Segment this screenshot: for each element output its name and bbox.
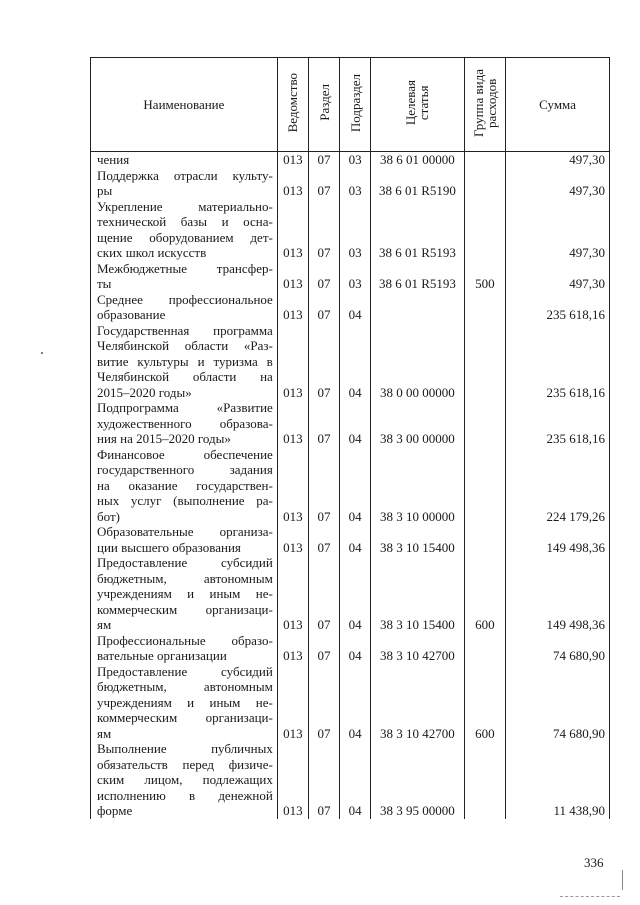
row-group [464, 323, 506, 401]
row-group [464, 400, 506, 447]
row-name-line: Подпрограмма «Развитие [97, 400, 273, 415]
table-row [91, 261, 610, 292]
row-razdel: 07 [308, 741, 339, 819]
row-vedomstvo: 013 [277, 400, 308, 447]
row-sum: 74 680,90 [506, 633, 610, 664]
row-podrazdel: 03 [340, 152, 371, 168]
row-razdel: 07 [308, 292, 339, 323]
row-razdel: 07 [308, 199, 339, 261]
row-group: 600 [464, 664, 506, 742]
row-name-line: Поддержка отрасли культу- [97, 167, 273, 183]
row-target: 38 3 10 15400 [371, 524, 464, 555]
table-row [91, 168, 610, 199]
header-razdel: Раздел [308, 58, 339, 152]
row-razdel: 07 [308, 664, 339, 742]
row-sum: 235 618,16 [506, 323, 610, 401]
row-name-line: ям [97, 725, 112, 741]
row-name-line: Челябинской области «Раз- [97, 338, 273, 353]
row-group [464, 633, 506, 664]
row-vedomstvo: 013 [277, 664, 308, 742]
row-target [371, 292, 464, 323]
row-razdel: 07 [308, 168, 339, 199]
row-target: 38 6 01 R5190 [371, 168, 464, 199]
row-podrazdel: 03 [340, 261, 371, 292]
row-sum: 497,30 [506, 199, 610, 261]
row-sum: 497,30 [506, 261, 610, 292]
row-name [91, 555, 278, 633]
row-name-line: Финансовое обеспечение [97, 446, 273, 462]
row-name-line: технической базы и осна- [97, 214, 273, 229]
row-group [464, 741, 506, 819]
row-name-line: ры [97, 183, 113, 198]
row-vedomstvo: 013 [277, 323, 308, 401]
row-name-line: бюджетным, автономным [97, 679, 273, 694]
row-name-line: Укрепление материально- [97, 198, 273, 214]
row-target: 38 3 10 42700 [371, 664, 464, 742]
row-target: 38 3 10 42700 [371, 633, 464, 664]
row-name-line: форме [97, 803, 133, 818]
row-podrazdel: 04 [340, 323, 371, 401]
row-razdel: 07 [308, 400, 339, 447]
scan-edge-line [560, 896, 620, 898]
row-sum: 235 618,16 [506, 400, 610, 447]
row-name-line: Среднее профессиональное [97, 291, 273, 307]
row-razdel: 07 [308, 261, 339, 292]
header-sum: Сумма [506, 58, 610, 152]
row-podrazdel: 04 [340, 664, 371, 742]
row-name-line: Челябинской области на [97, 369, 273, 384]
row-name [91, 741, 278, 819]
row-group [464, 152, 506, 168]
table-row [91, 555, 610, 633]
row-target: 38 6 01 00000 [371, 152, 464, 168]
row-name-line: витие культуры и туризма в [97, 353, 273, 369]
table-row [91, 524, 610, 555]
row-name-line: Межбюджетные трансфер- [97, 260, 273, 276]
row-razdel: 07 [308, 633, 339, 664]
header-target: Целевая статья [371, 58, 464, 152]
table-row [91, 323, 610, 401]
row-name-line: ния на 2015–2020 годы» [97, 431, 231, 446]
row-name-line: Образовательные организа- [97, 524, 273, 539]
scan-edge-mark [622, 870, 623, 890]
row-name [91, 400, 278, 447]
row-sum: 497,30 [506, 168, 610, 199]
row-name-line: ции высшего образования [97, 539, 241, 555]
row-vedomstvo: 013 [277, 741, 308, 819]
row-group: 500 [464, 261, 506, 292]
row-sum: 11 438,90 [506, 741, 610, 819]
scan-dot [41, 352, 43, 354]
row-podrazdel: 04 [340, 292, 371, 323]
row-sum: 74 680,90 [506, 664, 610, 742]
row-name-line: обязательств перед физиче- [97, 756, 273, 772]
row-podrazdel: 04 [340, 633, 371, 664]
row-razdel: 07 [308, 152, 339, 168]
row-sum: 149 498,36 [506, 555, 610, 633]
row-group: 600 [464, 555, 506, 633]
row-name [91, 633, 278, 664]
table-row [91, 664, 610, 742]
row-name [91, 152, 278, 168]
page-number: 336 [584, 855, 604, 870]
row-name-line: бот) [97, 508, 120, 524]
row-podrazdel: 04 [340, 741, 371, 819]
table-header-row [91, 58, 610, 152]
row-vedomstvo: 013 [277, 168, 308, 199]
row-group [464, 292, 506, 323]
row-name [91, 199, 278, 261]
row-podrazdel: 04 [340, 524, 371, 555]
row-sum: 149 498,36 [506, 524, 610, 555]
row-vedomstvo: 013 [277, 261, 308, 292]
row-name [91, 323, 278, 401]
row-name-line: бюджетным, автономным [97, 570, 273, 586]
row-vedomstvo: 013 [277, 152, 308, 168]
table-row [91, 633, 610, 664]
row-target: 38 6 01 R5193 [371, 199, 464, 261]
row-target: 38 3 10 15400 [371, 555, 464, 633]
row-name-line: ты [97, 276, 112, 291]
row-vedomstvo: 013 [277, 447, 308, 525]
row-group [464, 168, 506, 199]
row-podrazdel: 04 [340, 447, 371, 525]
row-name-line: Выполнение публичных [97, 741, 273, 756]
table-row [91, 741, 610, 819]
row-name-line: чения [97, 152, 130, 167]
row-razdel: 07 [308, 524, 339, 555]
row-razdel: 07 [308, 447, 339, 525]
row-razdel: 07 [308, 555, 339, 633]
header-group: Группа вида расходов [464, 58, 506, 152]
row-vedomstvo: 013 [277, 199, 308, 261]
row-podrazdel: 04 [340, 555, 371, 633]
row-target: 38 3 00 00000 [371, 400, 464, 447]
row-name-line: Предоставление субсидий [97, 663, 273, 679]
header-vedomstvo: Ведомство [277, 58, 308, 152]
row-name-line: Профессиональные образо- [97, 632, 273, 648]
row-name [91, 447, 278, 525]
row-name-line: 2015–2020 годы» [97, 384, 192, 400]
header-podrazdel: Подраздел [340, 58, 371, 152]
row-podrazdel: 04 [340, 400, 371, 447]
row-name-line: художественного образова- [97, 415, 273, 431]
row-name-line: на оказание государствен- [97, 477, 273, 493]
row-target: 38 3 95 00000 [371, 741, 464, 819]
table-row [91, 292, 610, 323]
row-vedomstvo: 013 [277, 524, 308, 555]
row-podrazdel: 03 [340, 199, 371, 261]
row-name [91, 524, 278, 555]
row-name-line: ским лицом, подлежащих [97, 772, 273, 787]
row-name [91, 292, 278, 323]
table-row [91, 199, 610, 261]
row-name-line: ских школ искусств [97, 245, 207, 260]
table-body [91, 152, 610, 819]
row-name-line: Государственная программа [97, 322, 273, 338]
row-sum: 224 179,26 [506, 447, 610, 525]
row-target: 38 6 01 R5193 [371, 261, 464, 292]
row-name [91, 261, 278, 292]
budget-table [90, 57, 610, 819]
row-name-line: коммерческим организаци- [97, 710, 273, 725]
row-name [91, 168, 278, 199]
header-name: Наименование [91, 58, 278, 152]
row-razdel: 07 [308, 323, 339, 401]
row-vedomstvo: 013 [277, 292, 308, 323]
row-name-line: государственного задания [97, 462, 273, 477]
row-group [464, 447, 506, 525]
row-name-line: ных услуг (выполнение ра- [97, 493, 273, 508]
row-name-line: Предоставление субсидий [97, 555, 273, 570]
row-name-line: образование [97, 307, 166, 322]
table-row [91, 400, 610, 447]
table-row [91, 447, 610, 525]
row-name-line: ям [97, 617, 112, 632]
row-vedomstvo: 013 [277, 633, 308, 664]
row-group [464, 199, 506, 261]
row-name-line: вательные организации [97, 648, 227, 663]
row-target: 38 0 00 00000 [371, 323, 464, 401]
row-name [91, 664, 278, 742]
row-sum: 235 618,16 [506, 292, 610, 323]
row-vedomstvo: 013 [277, 555, 308, 633]
row-name-line: учреждениям и иным не- [97, 586, 273, 601]
row-name-line: исполнению в денежной [97, 787, 273, 803]
row-podrazdel: 03 [340, 168, 371, 199]
row-name-line: коммерческим организаци- [97, 601, 273, 617]
row-name-line: учреждениям и иным не- [97, 694, 273, 710]
row-target: 38 3 10 00000 [371, 447, 464, 525]
table-row [91, 152, 610, 168]
row-name-line: щение оборудованием дет- [97, 229, 273, 245]
row-sum: 497,30 [506, 152, 610, 168]
row-group [464, 524, 506, 555]
